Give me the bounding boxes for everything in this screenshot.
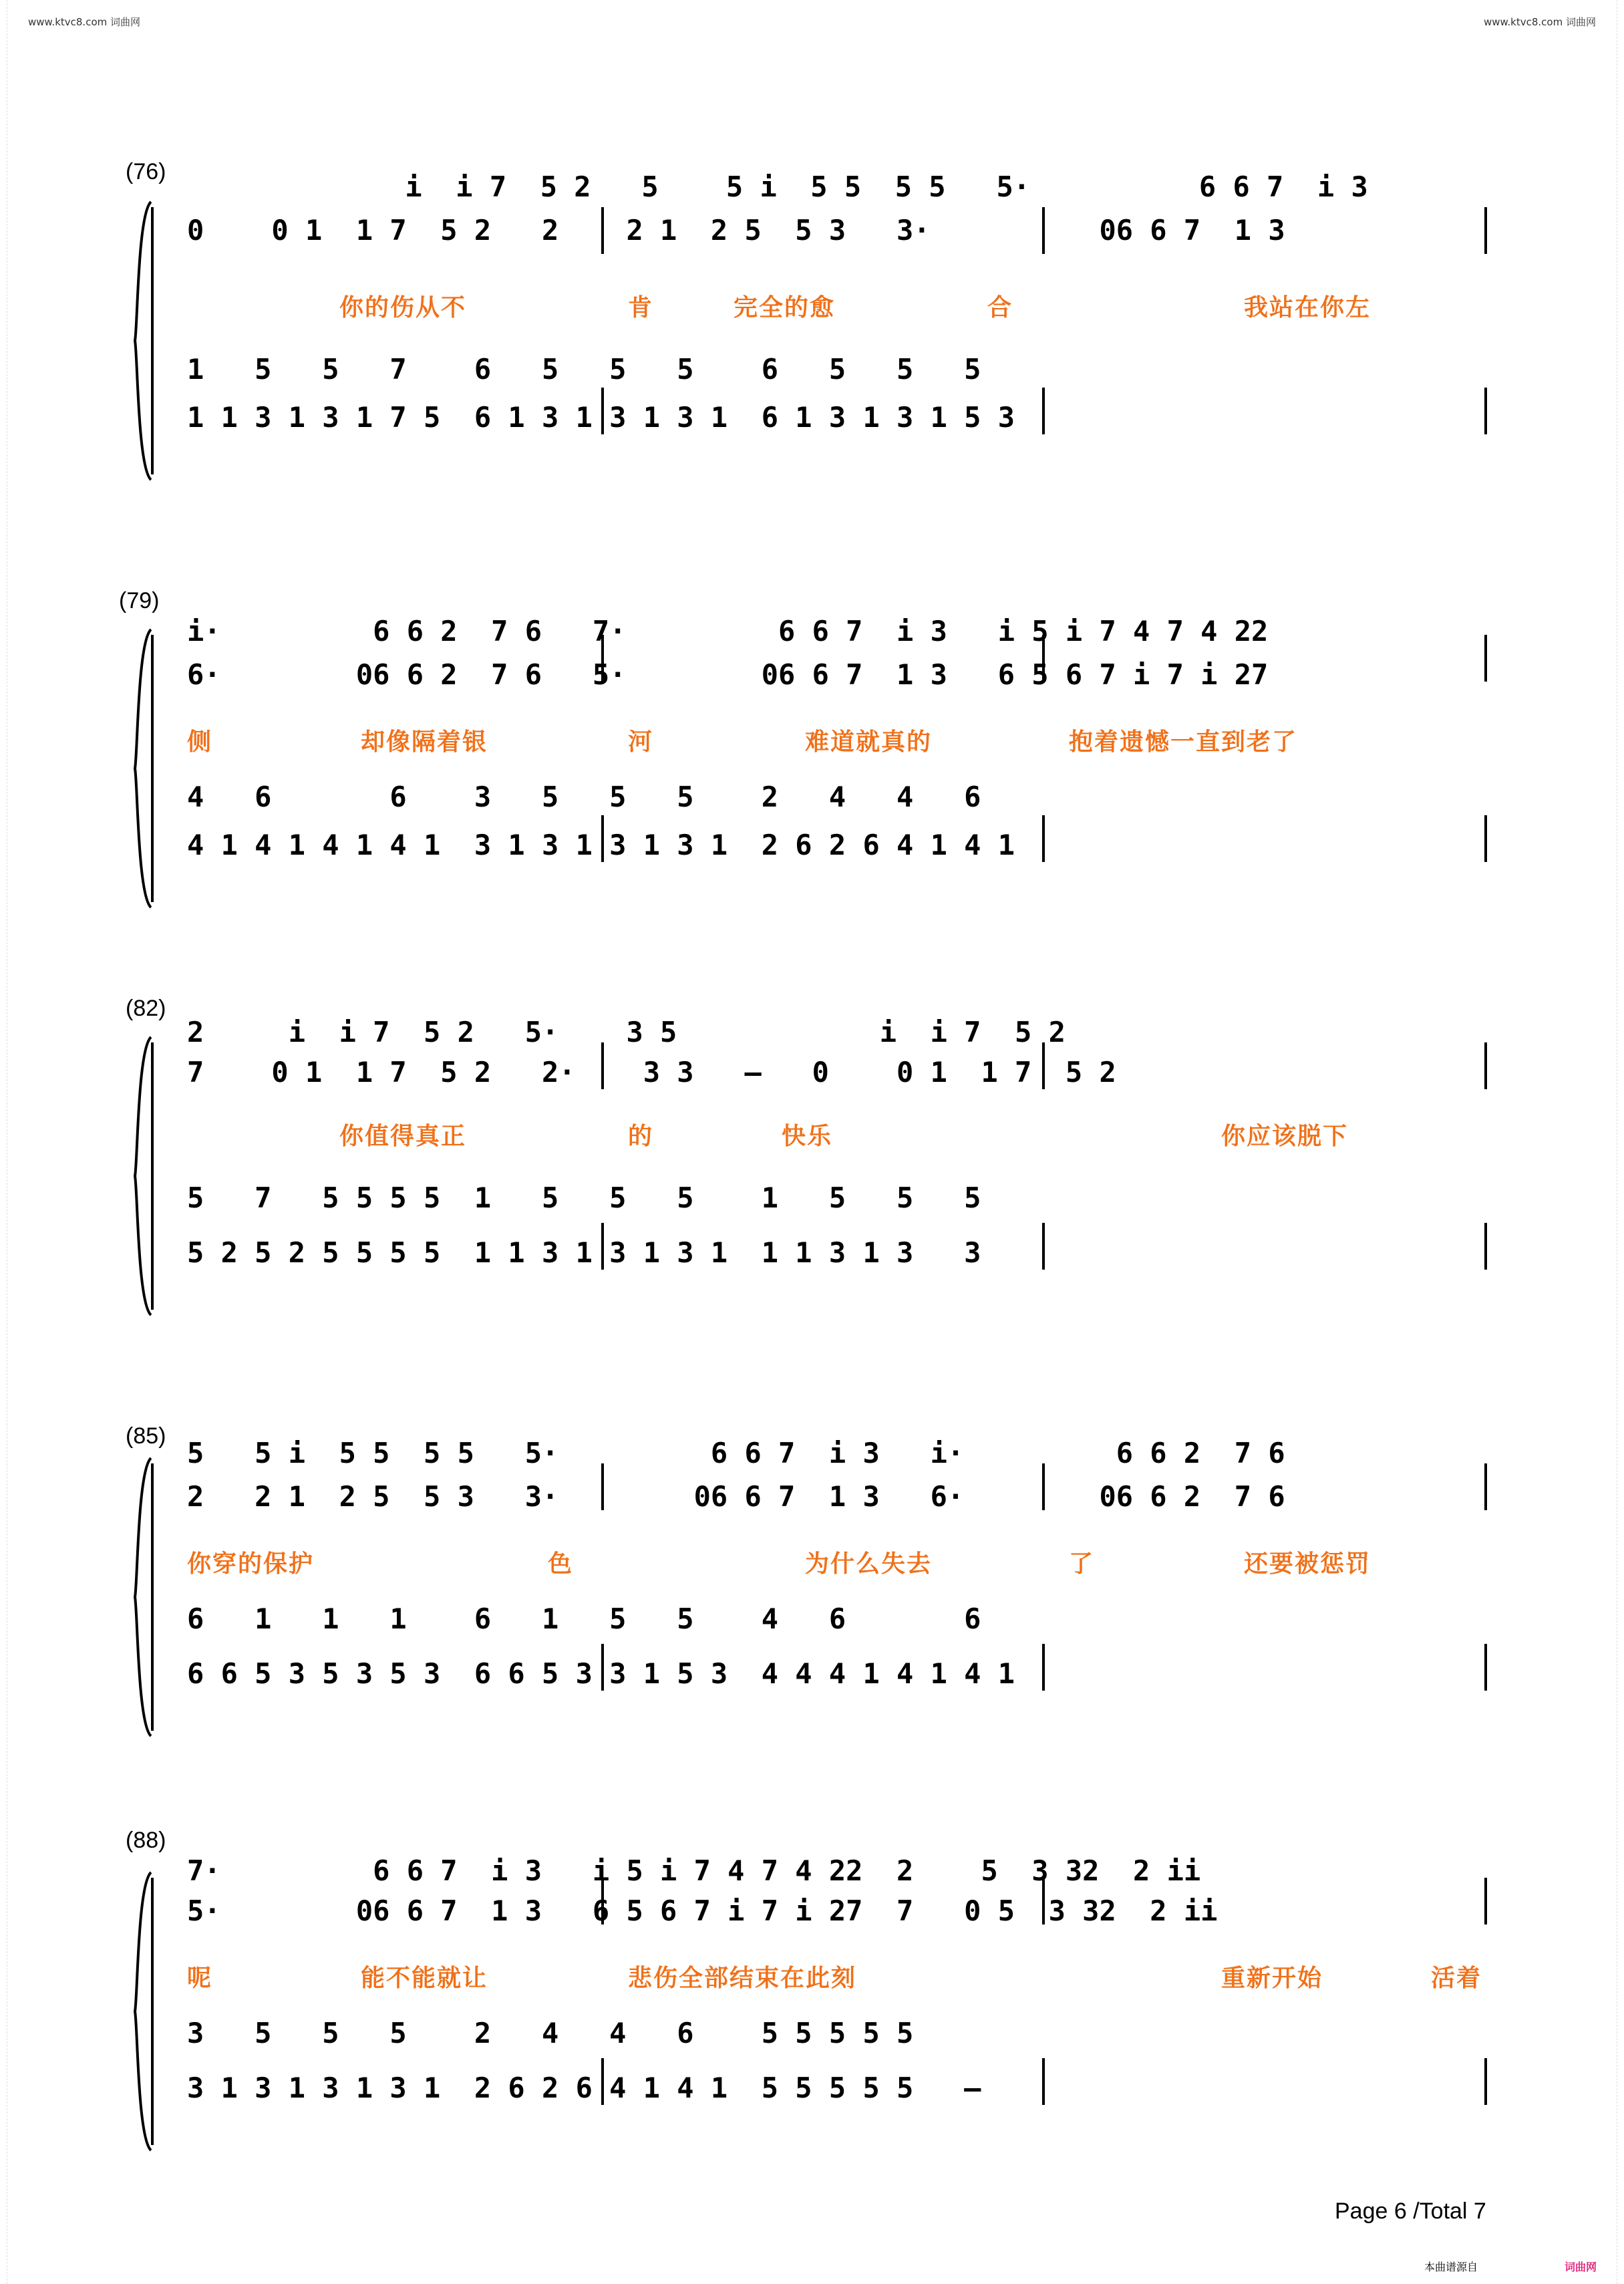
lyric-2: 却像隔着银: [361, 728, 488, 756]
melody-upper-notes: 5 5 i 5 5 5 5 5· 6 6 7 i 3 i· 6 6 2 7 6: [187, 1437, 1285, 1469]
lyric-5: 活着: [1431, 1965, 1482, 1992]
lyric-2: 能不能就让: [361, 1965, 488, 1992]
bass-upper-notes: 4 6 6 3 5 5 5 2 4 4 6: [187, 780, 981, 813]
grand-staff-brace: [134, 628, 152, 909]
lyric-5: 抱着遗憾一直到老了: [1069, 728, 1298, 756]
lyric-2: 色: [548, 1550, 574, 1578]
page-number: Page 6 /Total 7: [1335, 2198, 1486, 2224]
lyric-3: 河: [628, 728, 654, 756]
system-line: [151, 207, 154, 474]
system-76: [0, 107, 1624, 481]
bass-notes: 4 1 4 1 4 1 4 1 3 1 3 1 3 1 3 1 2 6 2 6 4 1 4 1: [187, 829, 1015, 861]
lyric-4: 重新开始: [1221, 1965, 1323, 1992]
barline: [1484, 2058, 1487, 2105]
lyric-2: 肯: [628, 294, 654, 321]
barline: [1484, 815, 1487, 862]
barline: [1484, 1042, 1487, 1089]
barline: [1484, 635, 1487, 682]
lyric-1: 你的伤从不: [339, 294, 467, 321]
melody-upper-notes: 7· 6 6 7 i 3 i 5 i 7 4 7 4 22 2 5 3 32 2 ii: [187, 1854, 1201, 1887]
lyric-3: 为什么失去: [805, 1550, 933, 1578]
lyric-3: 悲伤全部结束在此刻: [628, 1965, 857, 1992]
melody-notes: 7 0 1 1 7 5 2 2· 3 3 – 0 0 1 1 7 5 2: [187, 1056, 1116, 1089]
barline: [1484, 1878, 1487, 1924]
measure-number: (82): [126, 996, 166, 1021]
bass-upper-notes: 6 1 1 1 6 1 5 5 4 6 6: [187, 1602, 981, 1635]
lyric-3: 快乐: [782, 1123, 833, 1150]
lyric-1: 你穿的保护: [187, 1550, 315, 1578]
lyric-4: 合: [987, 294, 1013, 321]
lyric-3: 完全的愈: [734, 294, 836, 321]
barline: [1042, 2058, 1045, 2105]
grand-staff-brace: [134, 200, 152, 481]
system-line: [151, 1463, 154, 1731]
measure-number: (79): [119, 588, 160, 613]
barline: [1484, 207, 1487, 254]
grand-staff-brace: [134, 1036, 152, 1316]
lyric-2: 的: [628, 1123, 654, 1150]
melody-upper-notes: i· 6 6 2 7 6 7· 6 6 7 i 3 i 5 i 7 4 7 4 22: [187, 615, 1269, 648]
barline: [1484, 388, 1487, 434]
melody-notes: 2 2 1 2 5 5 3 3· 06 6 7 1 3 6· 06 6 2 7 6: [187, 1480, 1285, 1513]
lyric-4: 难道就真的: [805, 728, 933, 756]
bass-notes: 5 2 5 2 5 5 5 5 1 1 3 1 3 1 3 1 1 1 3 1 3 3: [187, 1236, 981, 1269]
bass-upper-notes: 5 7 5 5 5 5 1 5 5 5 1 5 5 5: [187, 1181, 981, 1214]
barline: [1484, 1223, 1487, 1270]
melody-notes: 0 0 1 1 7 5 2 2 2 1 2 5 5 3 3· 06 6 7 1 3: [187, 214, 1285, 247]
measure-number: (88): [126, 1828, 166, 1853]
lyric-5: 还要被惩罚: [1244, 1550, 1371, 1578]
grand-staff-brace: [134, 1457, 152, 1737]
header-right-watermark: www.ktvc8.com 词曲网: [1483, 16, 1596, 28]
header-left-watermark: www.ktvc8.com 词曲网: [28, 16, 141, 28]
bass-notes: 1 1 3 1 3 1 7 5 6 1 3 1 3 1 3 1 6 1 3 1 3 1 5 3: [187, 401, 1015, 434]
barline: [1042, 1223, 1045, 1270]
barline: [1484, 1644, 1487, 1691]
barline: [1484, 1463, 1487, 1510]
system-79: [0, 535, 1624, 909]
bass-notes: 3 1 3 1 3 1 3 1 2 6 2 6 4 1 4 1 5 5 5 5 5 –: [187, 2072, 981, 2104]
lyric-1: 你值得真正: [339, 1123, 467, 1150]
system-88: [0, 1777, 1624, 2152]
bass-upper-notes: 1 5 5 7 6 5 5 5 6 5 5 5: [187, 353, 981, 386]
melody-notes: 6· 06 6 2 7 6 5· 06 6 7 1 3 6 5 6 7 i 7 i 27: [187, 658, 1269, 691]
source-site: 词曲网: [1565, 2261, 1597, 2273]
system-line: [151, 635, 154, 902]
system-85: [0, 1363, 1624, 1737]
bass-upper-notes: 3 5 5 5 2 4 4 6 5 5 5 5 5: [187, 2017, 914, 2049]
system-82: [0, 942, 1624, 1316]
measure-number: (76): [126, 159, 166, 184]
measure-number: (85): [126, 1423, 166, 1449]
lyric-1: 呢: [187, 1965, 213, 1992]
lyric-5: 我站在你左: [1244, 294, 1371, 321]
melody-notes: 5· 06 6 7 1 3 6 5 6 7 i 7 i 27 7 0 5 3 32 2 ii: [187, 1894, 1218, 1927]
barline: [1042, 388, 1045, 434]
melody-upper-notes: i i 7 5 2 5 5 i 5 5 5 5 5· 6 6 7 i 3: [321, 170, 1368, 203]
lyric-4: 了: [1069, 1550, 1095, 1578]
grand-staff-brace: [134, 1871, 152, 2152]
bass-notes: 6 6 5 3 5 3 5 3 6 6 5 3 3 1 5 3 4 4 4 1 4 1 4 1: [187, 1657, 1015, 1690]
system-line: [151, 1042, 154, 1310]
lyric-4: 你应该脱下: [1221, 1123, 1349, 1150]
melody-upper-notes: 2 i i 7 5 2 5· 3 5 i i 7 5 2: [187, 1016, 1066, 1048]
system-line: [151, 1878, 154, 2145]
barline: [1042, 1644, 1045, 1691]
barline: [1042, 815, 1045, 862]
source-label: 本曲谱源自: [1424, 2261, 1478, 2273]
lyric-1: 侧: [187, 728, 213, 756]
